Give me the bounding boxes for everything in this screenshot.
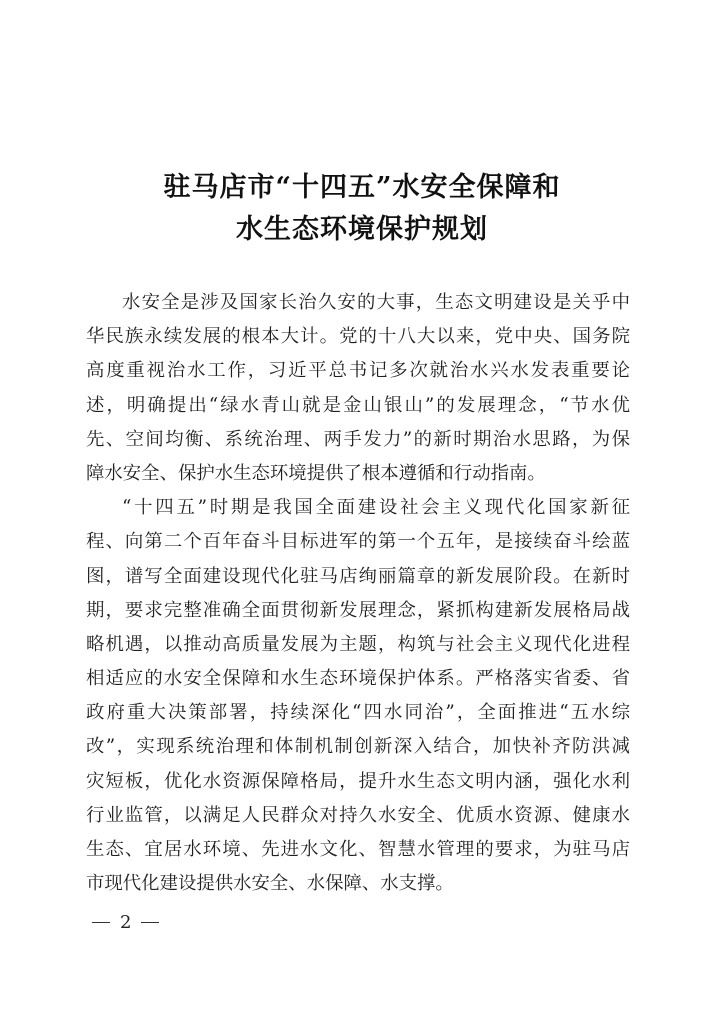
- paragraph-line: 行业监管，以满足人民群众对持久水安全、优质水资源、健康水: [86, 804, 630, 826]
- paragraph-line: 障水安全、保护水生态环境提供了根本遵循和行动指南。: [86, 462, 546, 484]
- page-number-dash-left: [92, 922, 110, 923]
- paragraph-line: 程、向第二个百年奋斗目标进军的第一个五年，是接续奋斗绘蓝: [86, 531, 630, 553]
- paragraph-line: 图，谱写全面建设现代化驻马店绚丽篇章的新发展阶段。在新时: [86, 565, 630, 587]
- page-number: [92, 912, 159, 933]
- paragraph-line: 市现代化建设提供水安全、水保障、水支撑。: [86, 873, 454, 895]
- paragraph-line: 期，要求完整准确全面贯彻新发展理念，紧抓构建新发展格局战: [86, 599, 630, 621]
- paragraph-line: 相适应的水安全保障和水生态环境保护体系。严格落实省委、省: [86, 668, 630, 690]
- paragraph-line: 生态、宜居水环境、先进水文化、智慧水管理的要求，为驻马店: [86, 839, 630, 860]
- document-title-line-1: 驻马店市“十四五”水安全保障和: [163, 172, 561, 203]
- document-title-line-2: 水生态环境保护规划: [236, 214, 488, 245]
- paragraph-line: 水安全是涉及国家长治久安的大事，生态文明建设是关乎中: [122, 292, 630, 313]
- page-number-value: 2: [120, 912, 132, 933]
- paragraph-line: 述，明确提出“绿水青山就是金山银山”的发展理念，“节水优: [86, 394, 630, 416]
- paragraph-line: 先、空间均衡、系统治理、两手发力”的新时期治水思路，为保: [86, 428, 630, 450]
- document-body: [86, 286, 630, 901]
- paragraph-line: 华民族永续发展的根本大计。党的十八大以来，党中央、国务院: [86, 326, 630, 348]
- paragraph-line: 改”，实现系统治理和体制机制创新深入结合，加快补齐防洪减: [86, 736, 630, 758]
- paragraph-line: “十四五”时期是我国全面建设社会主义现代化国家新征: [122, 497, 630, 519]
- paragraph-line: 政府重大决策部署，持续深化“四水同治”，全面推进“五水综: [86, 702, 630, 724]
- page-number-dash-right: [141, 922, 159, 923]
- paragraph-line: 高度重视治水工作，习近平总书记多次就治水兴水发表重要论: [86, 360, 630, 382]
- paragraph-line: 灾短板，优化水资源保障格局，提升水生态文明内涵，强化水利: [86, 770, 630, 792]
- paragraph-line: 略机遇，以推动高质量发展为主题，构筑与社会主义现代化进程: [86, 633, 630, 655]
